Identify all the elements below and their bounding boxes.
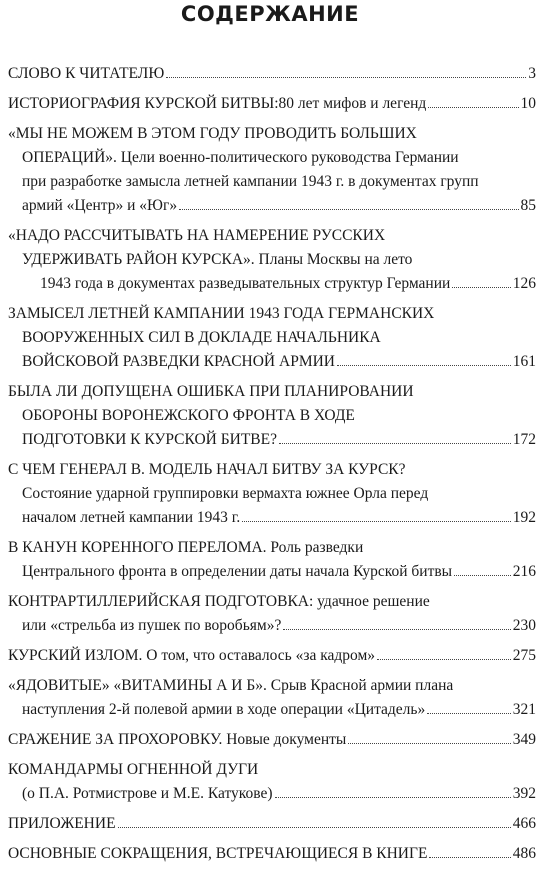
dot-leader [348, 743, 510, 744]
toc-entry-title: ИСТОРИОГРАФИЯ КУРСКОЙ БИТВЫ:80 лет мифов и легенд [8, 95, 427, 112]
dot-leader [242, 521, 511, 522]
toc-entry-title: «ЯДОВИТЫЕ» «ВИТАМИНЫ А И Б». Срыв Красной армии плана [8, 677, 454, 694]
toc-entry-title-cont: Центрального фронта в определении даты начала Курской битвы [22, 563, 453, 580]
toc-entry-title: «МЫ НЕ МОЖЕМ В ЭТОМ ГОДУ ПРОВОДИТЬ БОЛЬШИХ [8, 125, 417, 142]
dot-leader [275, 797, 511, 798]
toc-entry[interactable] [8, 728, 536, 752]
toc-entry[interactable] [8, 758, 536, 806]
toc-page-number: 392 [512, 785, 536, 802]
dot-leader [428, 107, 518, 108]
dot-leader [427, 713, 511, 714]
toc-page-number: 486 [512, 845, 536, 862]
toc-page-number: 126 [512, 275, 536, 292]
toc-page-number: 321 [512, 701, 536, 718]
toc-entry-title-cont: ВОЙСКОВОЙ РАЗВЕДКИ КРАСНОЙ АРМИИ [22, 353, 335, 370]
dot-leader [429, 857, 510, 858]
page-title: СОДЕРЖАНИЕ [180, 2, 360, 26]
toc-page-number: 466 [512, 815, 536, 832]
toc-entry-title-cont: армий «Центр» и «Юг» [22, 197, 178, 214]
toc-entry[interactable] [8, 62, 536, 86]
toc-entry-title: В КАНУН КОРЕННОГО ПЕРЕЛОМА. Роль разведки [8, 539, 364, 556]
toc-page-number: 3 [528, 65, 536, 82]
toc-page-number: 192 [512, 509, 536, 526]
dot-leader [166, 77, 526, 78]
toc-entry-title: ЗАМЫСЕЛ ЛЕТНЕЙ КАМПАНИИ 1943 ГОДА ГЕРМАНСКИХ [8, 305, 435, 322]
toc-entry-title-cont: (о П.А. Ротмистрове и М.Е. Катукове) [22, 785, 273, 802]
table-of-contents [8, 62, 536, 872]
toc-entry[interactable] [8, 380, 536, 452]
toc-entry-title: ОСНОВНЫЕ СОКРАЩЕНИЯ, ВСТРЕЧАЮЩИЕСЯ В КНИГЕ [8, 845, 428, 862]
toc-entry-title-cont: ВООРУЖЕННЫХ СИЛ В ДОКЛАДЕ НАЧАЛЬНИКА [22, 329, 381, 346]
toc-entry-title-cont: ОПЕРАЦИЙ». Цели военно-политического руководства Германии [22, 149, 459, 166]
dot-leader [377, 659, 511, 660]
toc-entry[interactable] [8, 842, 536, 866]
toc-entry-title: СЛОВО К ЧИТАТЕЛЮ [8, 65, 165, 82]
toc-entry-title-cont: ОБОРОНЫ ВОРОНЕЖСКОГО ФРОНТА В ХОДЕ [22, 407, 355, 424]
toc-page-number: 85 [520, 197, 536, 214]
dot-leader [454, 575, 511, 576]
toc-entry-title: БЫЛА ЛИ ДОПУЩЕНА ОШИБКА ПРИ ПЛАНИРОВАНИИ [8, 383, 414, 400]
dot-leader [283, 629, 510, 630]
toc-entry-title-cont: ПОДГОТОВКИ К КУРСКОЙ БИТВЕ? [22, 431, 277, 448]
toc-entry-title: С ЧЕМ ГЕНЕРАЛ В. МОДЕЛЬ НАЧАЛ БИТВУ ЗА КУРСК? [8, 461, 406, 478]
toc-entry-title-cont: наступления 2-й полевой армии в ходе операции «Цитадель» [22, 701, 426, 718]
toc-entry-title: КОМАНДАРМЫ ОГНЕННОЙ ДУГИ [8, 761, 259, 778]
toc-entry[interactable] [8, 122, 536, 218]
toc-entry[interactable] [8, 458, 536, 530]
toc-entry[interactable] [8, 812, 536, 836]
toc-page-number: 230 [512, 617, 536, 634]
toc-entry-title-cont: или «стрельба из пушек по воробьям»? [22, 617, 282, 634]
toc-entry-title: КОНТРАРТИЛЛЕРИЙСКАЯ ПОДГОТОВКА: удачное решение [8, 593, 430, 610]
toc-page-number: 161 [512, 353, 536, 370]
toc-entry-title-cont: УДЕРЖИВАТЬ РАЙОН КУРСКА». Планы Москвы на лето [22, 251, 413, 268]
dot-leader [452, 287, 510, 288]
toc-entry-title: КУРСКИЙ ИЗЛОМ. О том, что оставалось «за кадром» [8, 647, 376, 664]
toc-entry[interactable] [8, 224, 536, 296]
toc-entry[interactable] [8, 536, 536, 584]
toc-entry-title-cont: при разработке замысла летней кампании 1943 г. в документах групп [22, 173, 479, 190]
toc-entry-title-cont: началом летней кампании 1943 г. [22, 509, 241, 526]
toc-page-number: 172 [512, 431, 536, 448]
toc-entry-title: СРАЖЕНИЕ ЗА ПРОХОРОВКУ. Новые документы [8, 731, 347, 748]
toc-page-number: 275 [512, 647, 536, 664]
dot-leader [179, 209, 518, 210]
toc-entry[interactable] [8, 302, 536, 374]
toc-entry-title: ПРИЛОЖЕНИЕ [8, 815, 116, 832]
toc-entry-title-cont: Состояние ударной группировки вермахта южнее Орла перед [22, 485, 429, 502]
dot-leader [337, 365, 511, 366]
toc-entry[interactable] [8, 644, 536, 668]
dot-leader [118, 827, 511, 828]
toc-entry-title: «НАДО РАССЧИТЫВАТЬ НА НАМЕРЕНИЕ РУССКИХ [8, 227, 386, 244]
toc-entry[interactable] [8, 590, 536, 638]
toc-entry-title-cont: 1943 года в документах разведывательных структур Германии [40, 275, 451, 292]
toc-page-number: 10 [520, 95, 536, 112]
dot-leader [279, 443, 511, 444]
toc-entry[interactable] [8, 92, 536, 116]
toc-page-number: 216 [512, 563, 536, 580]
toc-entry[interactable] [8, 674, 536, 722]
toc-page-number: 349 [512, 731, 536, 748]
